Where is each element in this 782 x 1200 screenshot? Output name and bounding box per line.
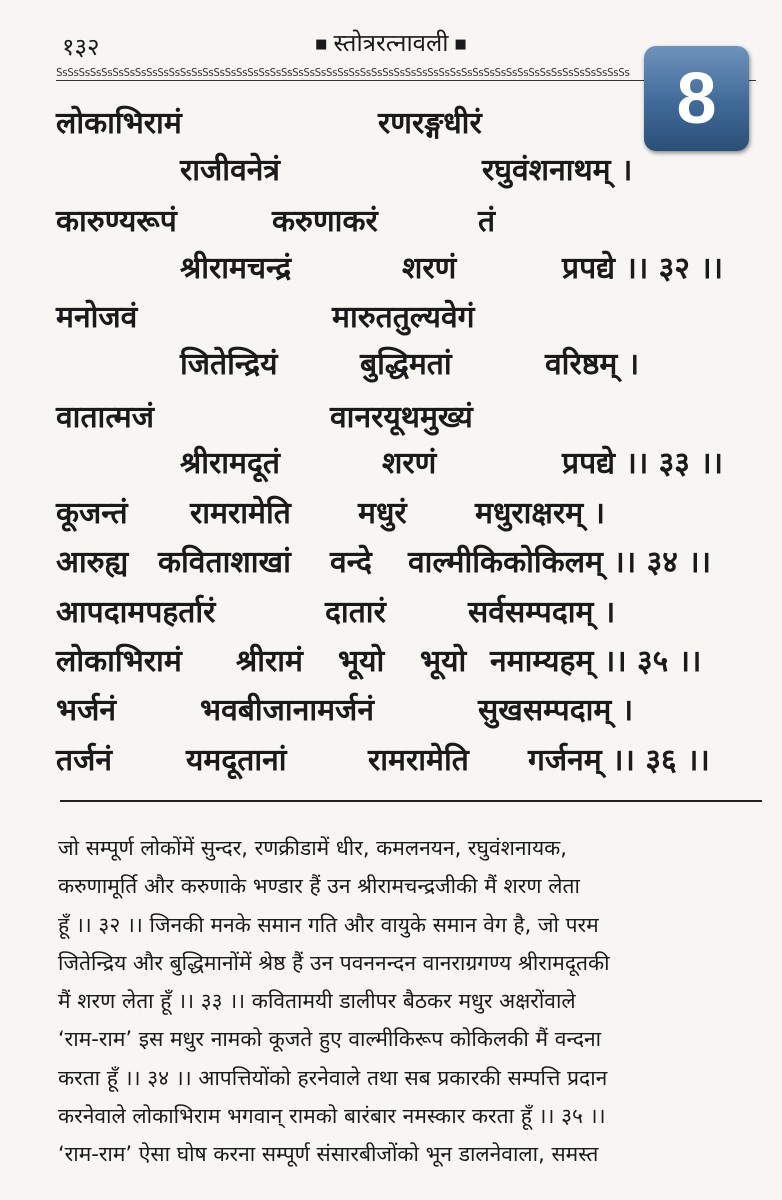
commentary-line: जितेन्द्रिय और बुद्धिमानोंमें श्रेष्ठ हैं उन पवननन्दन वानराग्रगण्य श्रीरामदूतकी: [58, 950, 610, 975]
verse-word: जितेन्द्रियं: [180, 347, 278, 382]
verse-word: बुद्धिमतां: [360, 347, 452, 382]
verse-word: आरुह्य: [56, 545, 129, 580]
verse-word: वातात्मजं: [56, 400, 154, 435]
verse-word: वन्दे: [330, 545, 372, 580]
verse-word: तर्जनं: [56, 743, 113, 778]
verse-word: मधुराक्षरम् ।: [475, 496, 605, 531]
page-number: १३२: [62, 33, 100, 61]
verse-word: प्रपद्ये ।। ३२ ।।: [562, 251, 724, 286]
verse-word: रामरामेति: [368, 743, 469, 778]
verse-word: कविताशाखां: [158, 545, 291, 580]
verse-word: भवबीजानामर्जनं: [200, 693, 374, 728]
verse-word: वाल्मीकिकोकिलम् ।। ३४ ।।: [408, 545, 711, 580]
ornamental-border: ЅѕЅѕЅѕЅѕЅѕЅѕЅѕЅѕЅѕЅѕЅѕЅѕЅѕЅѕЅѕЅѕЅѕЅѕЅѕЅѕЅѕЅѕЅѕЅѕЅѕЅѕЅѕЅѕЅѕЅѕЅѕЅѕЅѕЅѕЅѕЅѕЅѕЅѕЅѕЅѕЅѕЅѕЅѕЅѕЅѕЅѕЅѕЅѕЅѕЅѕЅѕ: [56, 66, 756, 81]
verse-word: करुणाकरं: [272, 204, 378, 239]
commentary-line: जो सम्पूर्ण लोकोंमें सुन्दर, रणक्रीडामें धीर, कमलनयन, रघुवंशनायक,: [58, 836, 567, 860]
bullet-icon: ■: [454, 36, 467, 52]
bullet-icon: ■: [315, 36, 328, 52]
verse-word: लोकाभिरामं: [56, 106, 182, 141]
verse-word: वरिष्ठम् ।: [545, 347, 640, 382]
verse-word: तं: [478, 204, 496, 239]
commentary-line: ‘राम-राम’ इस मधुर नामको कूजते हुए वाल्मीकिरूप कोकिलकी मैं वन्दना: [58, 1027, 602, 1052]
verse-word: गर्जनम् ।। ३६ ।।: [528, 743, 710, 778]
verse-word: मधुरं: [358, 496, 407, 531]
verse-word: कारुण्यरूपं: [56, 204, 177, 239]
verse-word: कूजन्तं: [56, 496, 128, 531]
verse-word: भर्जनं: [56, 693, 116, 728]
verse-word: मनोजवं: [56, 300, 138, 335]
verse-word: रणरङ्गधीरं: [378, 106, 482, 141]
verse-word: राजीवनेत्रं: [180, 153, 280, 188]
verse-word: शरणं: [402, 251, 457, 286]
commentary-line: ‘राम-राम’ ऐसा घोष करना सम्पूर्ण संसारबीजोंको भून डालनेवाला, समस्त: [58, 1142, 599, 1167]
book-title: स्तोत्ररत्नावली: [333, 29, 449, 57]
verse-word: रघुवंशनाथम् ।: [482, 153, 633, 188]
verse-word: नमाम्यहम् ।। ३५ ।।: [490, 644, 702, 679]
hindi-commentary: [58, 829, 770, 1174]
verse-word: भूयो: [420, 644, 467, 679]
verse-word: श्रीरामदूतं: [180, 446, 281, 481]
verse-word: लोकाभिरामं: [56, 644, 182, 679]
verse-word: श्रीरामं: [236, 644, 303, 679]
verse-word: दातारं: [325, 595, 386, 630]
verse-word: शरणं: [382, 446, 437, 481]
verse-word: आपदामपहर्तारं: [56, 595, 216, 630]
verse-word: सर्वसम्पदाम् ।: [468, 595, 616, 630]
verse-word: सुखसम्पदाम् ।: [478, 693, 634, 728]
commentary-line: करता हूँ ।। ३४ ।। आपत्तियोंको हरनेवाले तथा सब प्रकारकी सम्पत्ति प्रदान: [58, 1065, 608, 1090]
commentary-line: हूँ ।। ३२ ।। जिनकी मनके समान गति और वायुके समान वेग है, जो परम: [58, 912, 599, 937]
verse-word: भूयो: [338, 644, 385, 679]
commentary-line: मैं शरण लेता हूँ ।। ३३ ।। कवितामयी डालीपर बैठकर मधुर अक्षरोंवाले: [58, 989, 576, 1014]
verse-word: प्रपद्ये ।। ३३ ।।: [562, 446, 724, 481]
verse-word: मारुततुल्यवेगं: [332, 300, 475, 335]
verse-word: वानरयूथमुख्यं: [330, 400, 473, 435]
verse-word: रामरामेति: [190, 496, 291, 531]
divider-rule: [60, 800, 762, 802]
commentary-line: करुणामूर्ति और करुणाके भण्डार हैं उन श्रीरामचन्द्रजीकी मैं शरण लेता: [58, 874, 580, 899]
commentary-line: करनेवाले लोकाभिराम भगवान् रामको बारंबार नमस्कार करता हूँ ।। ३५ ।।: [58, 1104, 606, 1129]
number-badge: 8: [644, 46, 749, 151]
verse-word: श्रीरामचन्द्रं: [180, 251, 292, 286]
verse-word: यमदूतानां: [186, 743, 287, 778]
